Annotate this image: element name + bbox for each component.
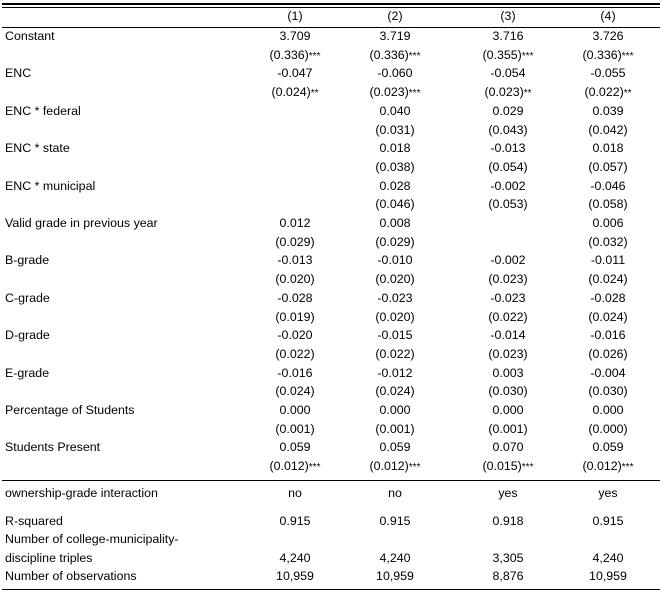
cell-value: -0.020 [277,328,313,343]
std-error-value: (0.057) [588,159,628,174]
row-label: Percentage of Students [5,403,135,417]
table-row [0,27,665,46]
std-error-cell [548,382,665,403]
cell-value: -0.028 [590,290,626,305]
std-error-cell [548,121,665,142]
value-cell [335,214,455,233]
value-cell [335,512,455,531]
table-row [0,251,665,270]
table-row [0,364,665,383]
std-error-value: (0.038) [375,159,415,174]
table-row [0,214,665,233]
cell-value: 0.070 [492,440,524,455]
cell-value: 10,959 [376,569,414,583]
table-row [0,549,665,568]
cell-value: 0.918 [492,514,524,528]
value-cell [548,177,665,196]
significance-stars: *** [308,50,321,62]
cell-value: -0.023 [377,290,413,305]
std-error-value: (0.020) [375,272,415,287]
value-cell [548,549,665,568]
cell-value: 10,959 [589,569,627,583]
value-cell [548,438,665,457]
cell-value: -0.014 [490,328,526,343]
row-label: Number of college-municipality- [5,532,179,546]
row-label: ENC * state [5,141,70,156]
std-error-cell [335,195,455,216]
cell-value: 3.719 [379,29,411,43]
value-cell [548,289,665,308]
value-cell [548,64,665,83]
std-error-value: (0.019) [275,309,315,324]
std-error-cell [335,121,455,142]
value-cell [335,289,455,308]
std-error-value: (0.032) [588,234,628,249]
std-error-cell [548,195,665,216]
std-error-cell [548,345,665,366]
std-error-value: (0.336) [582,47,622,62]
value-cell [548,567,665,586]
std-error-value: (0.001) [375,421,415,436]
table-row [0,530,665,549]
std-error-cell [548,46,665,67]
std-error-value: (0.336) [269,47,309,62]
significance-stars: *** [521,462,534,474]
value-cell [548,364,665,383]
std-error-value: (0.024) [271,85,311,100]
std-error-value: (0.054) [488,159,528,174]
cell-value: 0.059 [379,440,411,455]
column-header: (1) [287,9,303,23]
std-error-value: (0.024) [588,309,628,324]
std-error-cell [335,158,455,179]
cell-value: 0.040 [379,103,411,118]
value-cell [335,102,455,121]
std-error-value: (0.022) [275,346,315,361]
cell-value: yes [598,486,618,500]
std-error-row [0,270,665,289]
column-header: (4) [600,9,616,23]
value-cell [335,139,455,158]
row-label: D-grade [5,328,50,343]
table-row [0,289,665,308]
std-error-value: (0.012) [269,459,309,474]
std-error-cell [548,420,665,441]
value-cell [548,401,665,420]
cell-value: -0.013 [277,253,313,268]
cell-value: 0.003 [492,365,524,380]
table-row [0,64,665,83]
std-error-value: (0.058) [588,197,628,212]
column-header: (2) [387,9,403,23]
column-header: (3) [500,9,516,23]
cell-value: 4,240 [592,551,624,565]
cell-value: -0.004 [590,365,626,380]
std-error-value: (0.023) [484,85,524,100]
cell-value: 0.018 [379,141,411,156]
row-label: B-grade [5,253,50,268]
cell-value: -0.013 [490,141,526,156]
std-error-cell [335,233,455,254]
column-header-row [0,7,665,26]
std-error-cell [548,233,665,254]
value-cell [548,214,665,233]
std-error-value: (0.024) [375,384,415,399]
std-error-row [0,46,665,65]
cell-value: -0.046 [590,178,626,193]
table-row [0,139,665,158]
std-error-value: (0.023) [488,272,528,287]
row-label: R-squared [5,514,63,528]
std-error-row [0,420,665,439]
std-error-value: (0.355) [482,47,522,62]
std-error-cell [548,457,665,478]
std-error-value: (0.029) [275,234,315,249]
std-error-cell [548,308,665,329]
body-footer-rule [2,480,660,481]
cell-value: 0.018 [592,141,624,156]
row-label: C-grade [5,290,50,305]
std-error-row [0,158,665,177]
cell-value: -0.016 [277,365,313,380]
std-error-value: (0.020) [375,309,415,324]
cell-value: 0.029 [492,103,524,118]
row-label: discipline triples [5,551,93,565]
cell-value: -0.012 [377,365,413,380]
cell-value: -0.011 [590,253,626,268]
std-error-row [0,308,665,327]
std-error-value: (0.012) [369,459,409,474]
row-label: ENC * municipal [5,178,96,193]
cell-value: -0.055 [590,66,626,81]
table-row [0,326,665,345]
std-error-value: (0.022) [375,346,415,361]
table-row [0,484,665,503]
significance-stars: ** [310,88,319,100]
std-error-value: (0.030) [488,384,528,399]
std-error-value: (0.023) [488,346,528,361]
significance-stars: ** [623,88,632,100]
value-cell [548,139,665,158]
cell-value: -0.054 [490,66,526,81]
std-error-cell [548,270,665,291]
cell-value: 0.000 [279,403,311,417]
std-error-value: (0.023) [369,85,409,100]
value-cell [548,512,665,531]
std-error-value: (0.030) [588,384,628,399]
std-error-value: (0.001) [275,421,315,436]
std-error-value: (0.015) [482,459,522,474]
cell-value: 0.059 [592,440,624,455]
std-error-value: (0.053) [488,197,528,212]
cell-value: -0.028 [277,290,313,305]
cell-value: 3.716 [492,29,524,43]
value-cell [335,27,455,46]
row-label: ownership-grade interaction [5,486,158,500]
cell-value: 4,240 [379,551,411,565]
cell-value: 0.028 [379,178,411,193]
significance-stars: *** [408,50,421,62]
std-error-cell [335,420,455,441]
table-row [0,438,665,457]
std-error-row [0,457,665,476]
std-error-value: (0.024) [588,272,628,287]
significance-stars: *** [621,50,634,62]
row-label: Students Present [5,440,101,455]
std-error-cell [548,83,665,104]
row-label: E-grade [5,365,50,380]
bottom-rule [2,589,660,590]
significance-stars: ** [523,88,532,100]
table-row [0,177,665,196]
cell-value: 0.000 [592,403,624,417]
std-error-value: (0.000) [588,421,628,436]
cell-value: 4,240 [279,551,311,565]
row-label: Valid grade in previous year [5,216,158,230]
table-row [0,102,665,121]
std-error-value: (0.042) [588,122,628,137]
value-cell [335,438,455,457]
std-error-row [0,345,665,364]
cell-value: -0.002 [490,178,526,193]
std-error-cell [335,46,455,67]
std-error-cell [335,270,455,291]
std-error-row [0,233,665,252]
value-cell [335,364,455,383]
table-row [0,567,665,586]
std-error-row [0,382,665,401]
cell-value: 10,959 [276,569,314,583]
value-cell [335,177,455,196]
cell-value: 0.915 [279,514,311,528]
std-error-value: (0.026) [588,346,628,361]
cell-value: -0.015 [377,328,413,343]
value-cell [335,251,455,270]
cell-value: 0.059 [279,440,311,455]
significance-stars: *** [521,50,534,62]
row-label: ENC [5,66,32,81]
significance-stars: *** [308,462,321,474]
cell-value: -0.047 [277,66,313,81]
std-error-value: (0.022) [584,85,624,100]
cell-value: yes [498,486,518,500]
value-cell [548,102,665,121]
cell-value: 0.000 [379,403,411,417]
std-error-value: (0.336) [369,47,409,62]
value-cell [335,64,455,83]
std-error-value: (0.031) [375,122,415,137]
table-row [0,401,665,420]
value-cell [335,401,455,420]
std-error-cell [335,382,455,403]
significance-stars: *** [408,88,421,100]
cell-value: no [288,486,302,500]
std-error-cell [335,308,455,329]
cell-value: 3.709 [279,29,311,43]
std-error-value: (0.001) [488,421,528,436]
value-cell [548,326,665,345]
std-error-value: (0.046) [375,197,415,212]
significance-stars: *** [408,462,421,474]
top-rule-thick [2,3,660,5]
cell-value: 0.915 [379,514,411,528]
std-error-value: (0.022) [488,309,528,324]
cell-value: -0.002 [490,253,526,268]
value-cell [548,251,665,270]
cell-value: 3,305 [492,551,524,565]
value-cell [335,567,455,586]
value-cell [548,484,665,503]
cell-value: -0.023 [490,290,526,305]
row-label: Number of observations [5,569,137,583]
row-label: ENC * federal [5,103,81,118]
cell-value: 0.012 [279,216,311,230]
value-cell [335,484,455,503]
cell-value: -0.060 [377,66,413,81]
cell-value: 0.008 [379,216,411,230]
value-cell [335,326,455,345]
value-cell [548,27,665,46]
table-row [0,512,665,531]
std-error-cell [548,158,665,179]
cell-value: 0.915 [592,514,624,528]
std-error-value: (0.020) [275,272,315,287]
cell-value: 3.726 [592,29,624,43]
cell-value: 0.039 [592,103,624,118]
std-error-row [0,83,665,102]
std-error-row [0,195,665,214]
std-error-value: (0.043) [488,122,528,137]
cell-value: -0.010 [377,253,413,268]
std-error-cell [335,457,455,478]
value-cell [335,549,455,568]
cell-value: -0.016 [590,328,626,343]
cell-value: no [388,486,402,500]
std-error-row [0,121,665,140]
std-error-value: (0.012) [582,459,622,474]
cell-value: 0.006 [592,216,624,230]
row-label: Constant [5,29,55,43]
cell-value: 0.000 [492,403,524,417]
std-error-cell [335,345,455,366]
std-error-value: (0.024) [275,384,315,399]
std-error-value: (0.029) [375,234,415,249]
std-error-cell [335,83,455,104]
cell-value: 8,876 [492,569,524,583]
significance-stars: *** [621,462,634,474]
